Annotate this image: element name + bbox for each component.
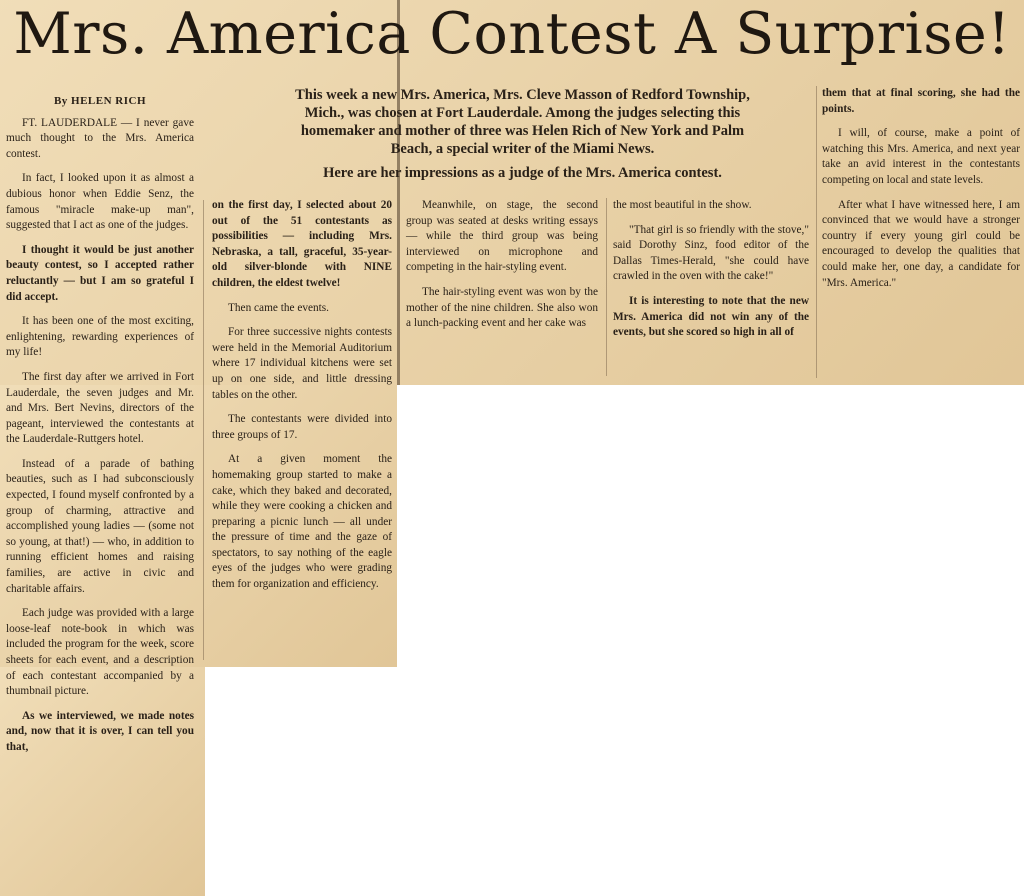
paragraph: I thought it would be just another beauty contest, so I accepted rather reluctantly — but I am so grateful I did accept.	[6, 243, 194, 303]
headline: Mrs. America Contest A Surprise!	[13, 1, 1011, 67]
column-rule	[816, 86, 817, 378]
paragraph: The contestants were divided into three groups of 17.	[212, 413, 392, 441]
paragraph: Meanwhile, on stage, the second group was seated at desks writing essays — while the third group was being interviewed on microphone and competing in the hair-styling event.	[406, 199, 598, 274]
paragraph: The hair-styling event was won by the mother of the nine children. She also won a lunch-packing event and her cake was	[406, 285, 598, 330]
column-3	[406, 198, 598, 341]
paragraph: Each judge was provided with a large loose-leaf note-book in which was included the program for the week, score sheets for each event, and a description of each contestant accompanied by a thumbnail picture.	[6, 607, 194, 698]
paragraph: In fact, I looked upon it as almost a dubious honor when Eddie Senz, the famous "miracle make-up man", suggested that I act as one of the judges.	[6, 172, 194, 232]
paragraph: As we interviewed, we made notes and, now that it is over, I can tell you that,	[6, 709, 194, 753]
paragraph: It has been one of the most exciting, enlightening, rewarding experiences of my life!	[6, 315, 194, 359]
intro-block	[280, 86, 765, 188]
paragraph: Instead of a parade of bathing beauties, such as I had subconsciously expected, I found myself confronted by a group of charming, attractive and accomplished young ladies — (some not so young, at that!) — who, in addition to running efficient homes and raising families, are active in civic and charitable affairs.	[6, 457, 194, 595]
column-2	[212, 198, 392, 602]
intro-paragraph: This week a new Mrs. America, Mrs. Cleve Masson of Redford Township, Mich., was chosen at Fort Lauderdale. Among the judges selecting this homemaker and mother of three was Helen Rich of New York and Palm Beach, a special writer of the Miami News.	[295, 87, 750, 157]
paragraph: It is interesting to note that the new Mrs. America did not win any of the events, but she scored so high in all of	[613, 294, 809, 339]
paragraph: At a given moment the homemaking group started to make a cake, which they baked and decorated, while they were cooking a chicken and preparing a picnic lunch — all under the pressure of time and the gaze of spectators, to say nothing of the eagle eyes of the judges who were grading them for organization and efficiency.	[212, 453, 392, 591]
paragraph: them that at final scoring, she had the points.	[822, 87, 1020, 115]
paragraph: the most beautiful in the show.	[613, 199, 752, 211]
byline: By HELEN RICH	[53, 95, 147, 107]
column-rule	[606, 198, 607, 376]
column-1	[6, 94, 194, 765]
paragraph: FT. LAUDERDALE — I never gave much thought to the Mrs. America contest.	[6, 116, 194, 160]
paragraph: "That girl is so friendly with the stove," said Dorothy Sinz, food editor of the Dallas Times-Herald, "she could have crawled in the oven with the cake!"	[613, 223, 809, 283]
paragraph: on the first day, I selected about 20 out of the 51 contestants as possibilities — including Mrs. Nebraska, a tall, graceful, 35-year-old silver-blonde with NINE children, the eldest twelve!	[212, 199, 392, 289]
paragraph: After what I have witnessed here, I am convinced that we would have a stronger country if every young girl could be encouraged to develop the qualities that could make her, one day, a candidate for "Mrs. America."	[822, 198, 1020, 289]
intro-paragraph: Here are her impressions as a judge of the Mrs. America contest.	[323, 165, 722, 181]
paragraph: For three successive nights contests were held in the Memorial Auditorium where 17 individual kitchens were set up on one side, and little dressing tables on the other.	[212, 326, 392, 401]
column-5	[822, 86, 1020, 300]
paragraph: I will, of course, make a point of watching this Mrs. America, and next year take an avid interest in the contestants competing on local and state levels.	[822, 127, 1020, 186]
column-4	[613, 198, 809, 350]
column-rule	[203, 200, 204, 660]
paragraph: The first day after we arrived in Fort Lauderdale, the seven judges and Mr. and Mrs. Bert Nevins, directors of the pageant, interviewed the contestants at the Lauderdale-Ruttgers hotel.	[6, 370, 194, 446]
paragraph: Then came the events.	[228, 301, 329, 314]
